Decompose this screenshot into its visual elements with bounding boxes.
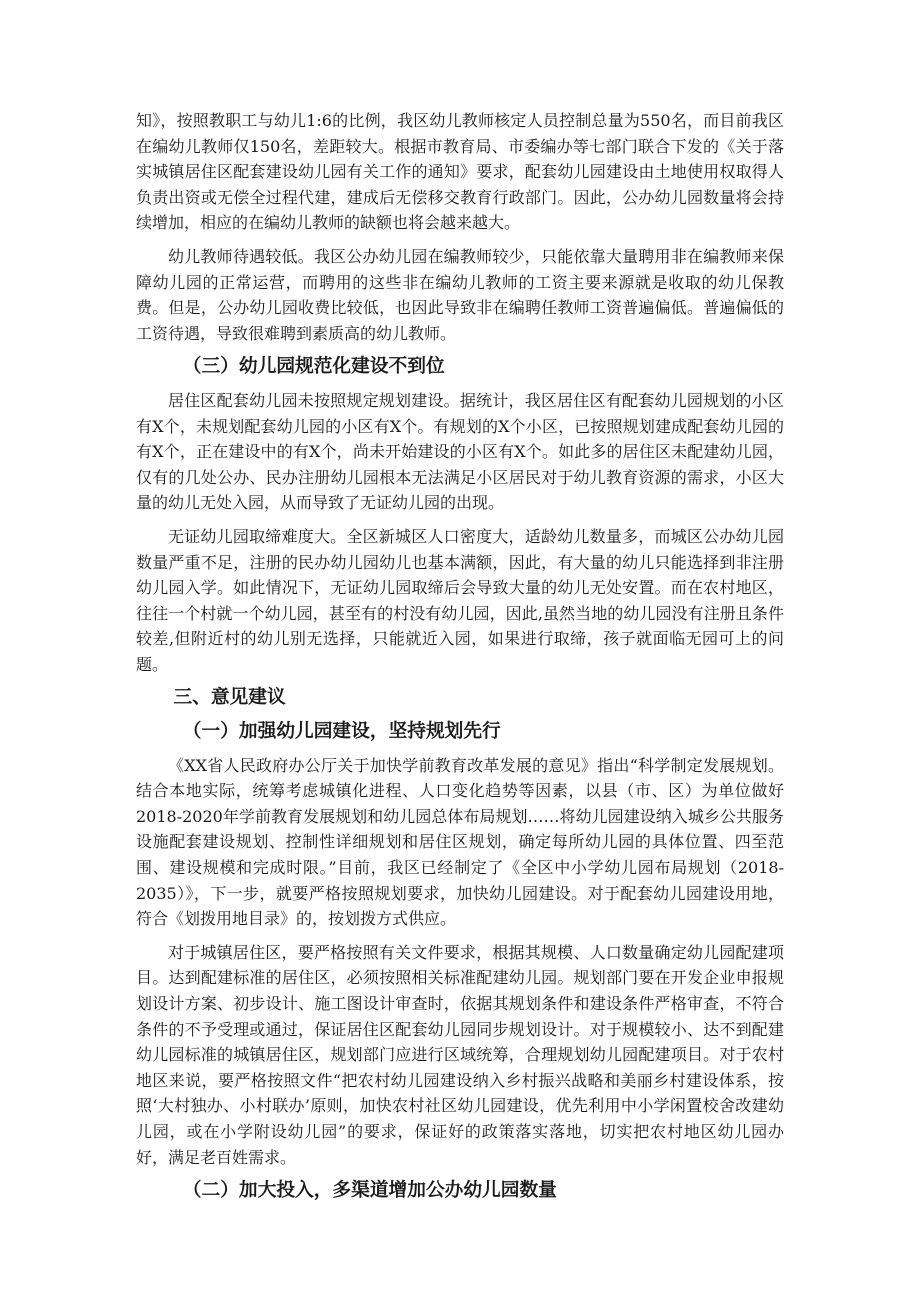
paragraph-teacher-pay: 幼儿教师待遇较低。我区公办幼儿园在编教师较少，只能依靠大量聘用非在编教师来保障幼儿园的正常运营，而聘用的这些非在编幼儿教师的工资主要来源就是收取的幼儿保教费。但是，公办幼儿园收费比较低，也因此导致非在编聘任教师工资普遍偏低。普遍偏低的工资待遇，导致很难聘到素质高的幼儿教师。: [136, 246, 784, 343]
heading-planning-first: （一）加强幼儿园建设，坚持规划先行: [182, 721, 501, 743]
paragraph-unlicensed-kindergartens: 无证幼儿园取缔难度大。全区新城区人口密度大，适龄幼儿数量多，而城区公办幼儿园数量严重不足，注册的民办幼儿园幼儿也基本满额，因此，有大量的幼儿只能选择到非注册幼儿园入学。如此情况下，无证幼儿园取缔后会导致大量的幼儿无处安置。而在农村地区，往往一个村就一个幼儿园，甚至有的村没有幼儿园，因此,虽然当地的幼儿园没有注册且条件较差,但附近村的幼儿别无选择，只能就近入园，如果进行取缔，孩子就面临无园可上的问题。: [136, 526, 784, 674]
paragraph-residential-kindergartens: 居住区配套幼儿园未按照规定规划建设。据统计，我区居住区有配套幼儿园规划的小区有X个，未规划配套幼儿园的小区有X个。有规划的X个小区，已按照规划建成配套幼儿园的有X个，正在建设中的有X个，尚未开始建设的小区有X个。如此多的居住区未配建幼儿园，仅有的几处公办、民办注册幼儿园根本无法满足小区居民对于幼儿教育资源的需求，小区大量的幼儿无处入园，从而导致了无证幼儿园的出现。: [136, 390, 784, 513]
heading-recommendations: 三、意见建议: [173, 687, 286, 709]
paragraph-teacher-quota-continued: 知》，按照教职工与幼儿1:6的比例，我区幼儿教师核定人员控制总量为550名，而目前我区在编幼儿教师仅150名，差距较大。根据市教育局、市委编办等七部门联合下发的《关于落实城镇居住区配套建设幼儿园有关工作的通知》要求，配套幼儿园建设由土地使用权取得人负责出资或无偿全过程代建，建成后无偿移交教育行政部门。因此，公办幼儿园数量将会持续增加，相应的在编幼儿教师的缺额也将会越来越大。: [136, 111, 784, 233]
paragraph-provincial-opinion: 《XX省人民政府办公厅关于加快学前教育改革发展的意见》指出“科学制定发展规划。结合本地实际，统筹考虑城镇化进程、人口变化趋势等因素，以县（市、区）为单位做好2018-2020年学前教育发展规划和幼儿园总体布局规划……将幼儿园建设纳入城乡公共服务设施配套建设规划、控制性详细规划和居住区规划，确定每所幼儿园的具体位置、四至范围、建设规模和完成时限。”目前，我区已经制定了《全区中小学幼儿园布局规划（2018-2035）》，下一步，就要严格按照规划要求，加快幼儿园建设。对于配套幼儿园建设用地，符合《划拨用地目录》的，按划拨方式供应。: [136, 755, 784, 929]
heading-increase-investment: （二）加大投入，多渠道增加公办幼儿园数量: [182, 1180, 557, 1202]
heading-kindergarten-standardization: （三）幼儿园规范化建设不到位: [182, 356, 445, 378]
paragraph-urban-rural-planning: 对于城镇居住区，要严格按照有关文件要求，根据其规模、人口数量确定幼儿园配建项目。达到配建标准的居住区，必须按照相关标准配建幼儿园。规划部门要在开发企业申报规划设计方案、初步设计、施工图设计审查时，依据其规划条件和建设条件严格审查，不符合条件的不予受理或通过，保证居住区配套幼儿园同步规划设计。对于规模较小、达不到配建幼儿园标准的城镇居住区，规划部门应进行区域统筹，合理规划幼儿园配建项目。对于农村地区来说，要严格按照文件“把农村幼儿园建设纳入乡村振兴战略和美丽乡村建设体系，按照‘大村独办、小村联办’原则，加快农村社区幼儿园建设，优先利用中小学闲置校舍改建幼儿园，或在小学附设幼儿园”的要求，保证好的政策落实落地，切实把农村地区幼儿园办好，满足老百姓需求。: [136, 942, 784, 1167]
document-page: [136, 108, 784, 1212]
